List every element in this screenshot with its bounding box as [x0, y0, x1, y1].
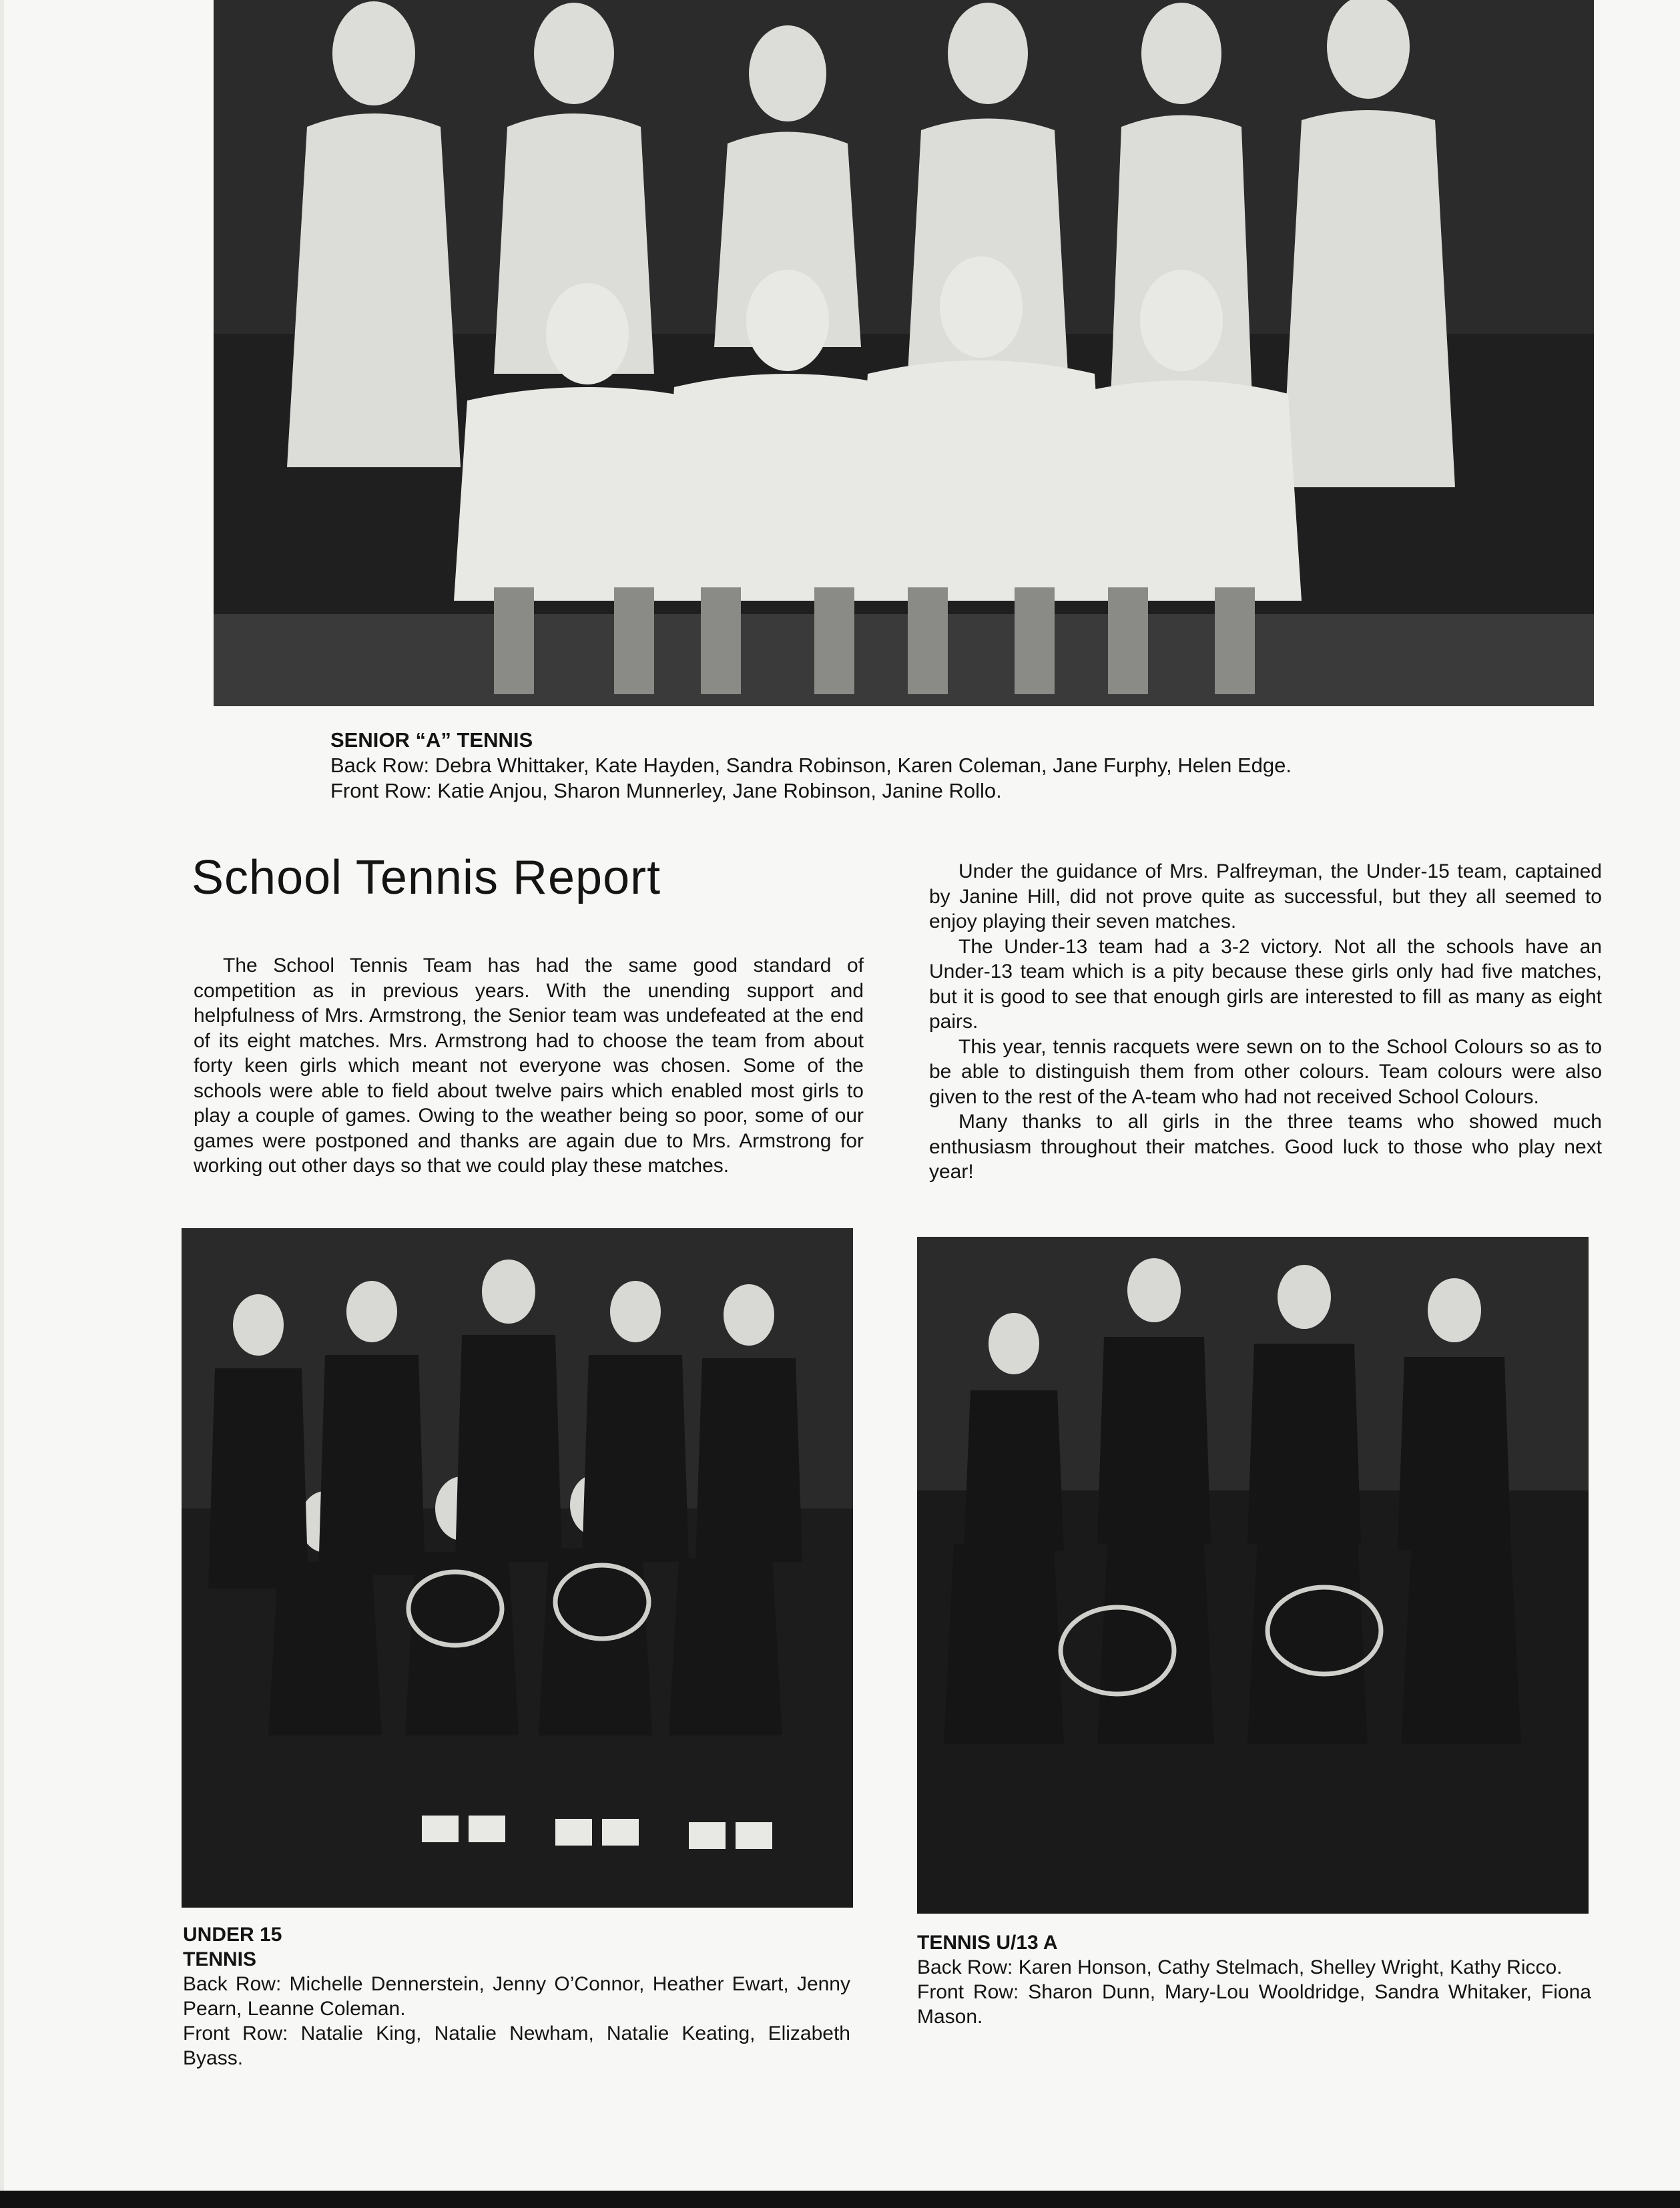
report-paragraph: Many thanks to all girls in the three teams who showed much enthusiasm throughout their matches. Good luck to those who play next year!	[929, 1111, 1602, 1183]
under-15-front-row: Front Row: Natalie King, Natalie Newham, Natalie Keating, Elizabeth Byass.	[183, 2022, 850, 2069]
under-15-caption-title-line1: UNDER 15	[183, 1924, 282, 1946]
report-right-column	[929, 859, 1602, 1185]
page-edge	[0, 0, 4, 2208]
report-left-column	[194, 953, 864, 1179]
senior-team-back-row: Back Row: Debra Whittaker, Kate Hayden, Sandra Robinson, Karen Coleman, Jane Furphy, Helen Edge.	[330, 754, 1292, 777]
under-15-back-row: Back Row: Michelle Dennerstein, Jenny O’Connor, Heather Ewart, Jenny Pearn, Leanne Coleman.	[183, 1973, 850, 2020]
under-13-team-photo	[917, 1237, 1589, 1914]
under-15-caption-title-line2: TENNIS	[183, 1948, 257, 1970]
under-13-caption-title: TENNIS U/13 A	[917, 1932, 1058, 1954]
senior-team-photo	[214, 0, 1594, 706]
under-15-team-photo-drawing	[182, 1228, 853, 1908]
under-15-team-caption	[183, 1922, 850, 2071]
senior-team-photo-drawing	[214, 0, 1594, 706]
report-title: School Tennis Report	[192, 851, 661, 904]
page-bottom-edge	[0, 2191, 1680, 2208]
report-paragraph: Under the guidance of Mrs. Palfreyman, the Under-15 team, captained by Janine Hill, did not prove quite as successful, but they all seemed to enjoy playing their seven matches.	[929, 860, 1602, 932]
under-13-back-row: Back Row: Karen Honson, Cathy Stelmach, Shelley Wright, Kathy Ricco.	[917, 1956, 1563, 1978]
report-paragraph: The Under-13 team had a 3-2 victory. Not all the schools have an Under-13 team which is a pity because these girls only had five matches, but it is good to see that enough girls are interested to fill as many as eight pairs.	[929, 935, 1602, 1033]
senior-team-caption	[330, 728, 1465, 804]
senior-team-caption-title: SENIOR “A” TENNIS	[330, 728, 533, 752]
report-paragraph: This year, tennis racquets were sewn on to the School Colours so as to be able to distinguish them from other colours. Team colours were also given to the rest of the A-team who had not received School Colours.	[929, 1035, 1602, 1108]
under-15-team-photo	[182, 1228, 853, 1908]
senior-team-front-row: Front Row: Katie Anjou, Sharon Munnerley, Jane Robinson, Janine Rollo.	[330, 779, 1002, 802]
under-13-front-row: Front Row: Sharon Dunn, Mary-Lou Wooldridge, Sandra Whitaker, Fiona Mason.	[917, 1981, 1591, 2028]
under-13-team-photo-drawing	[917, 1237, 1589, 1914]
under-13-team-caption	[917, 1930, 1591, 2029]
report-paragraph: The School Tennis Team has had the same good standard of competition as in previous years. With the unending support and helpfulness of Mrs. Armstrong, the Senior team was undefeated at the end of its eight matches. Mrs. Armstrong had to choose the team from about forty keen girls which meant not everyone was chosen. Some of the schools were able to field about twelve pairs which enabled most girls to play a couple of games. Owing to the weather being so poor, some of our games were postponed and thanks are again due to Mrs. Armstrong for working out other days so that we could play these matches.	[194, 954, 864, 1177]
